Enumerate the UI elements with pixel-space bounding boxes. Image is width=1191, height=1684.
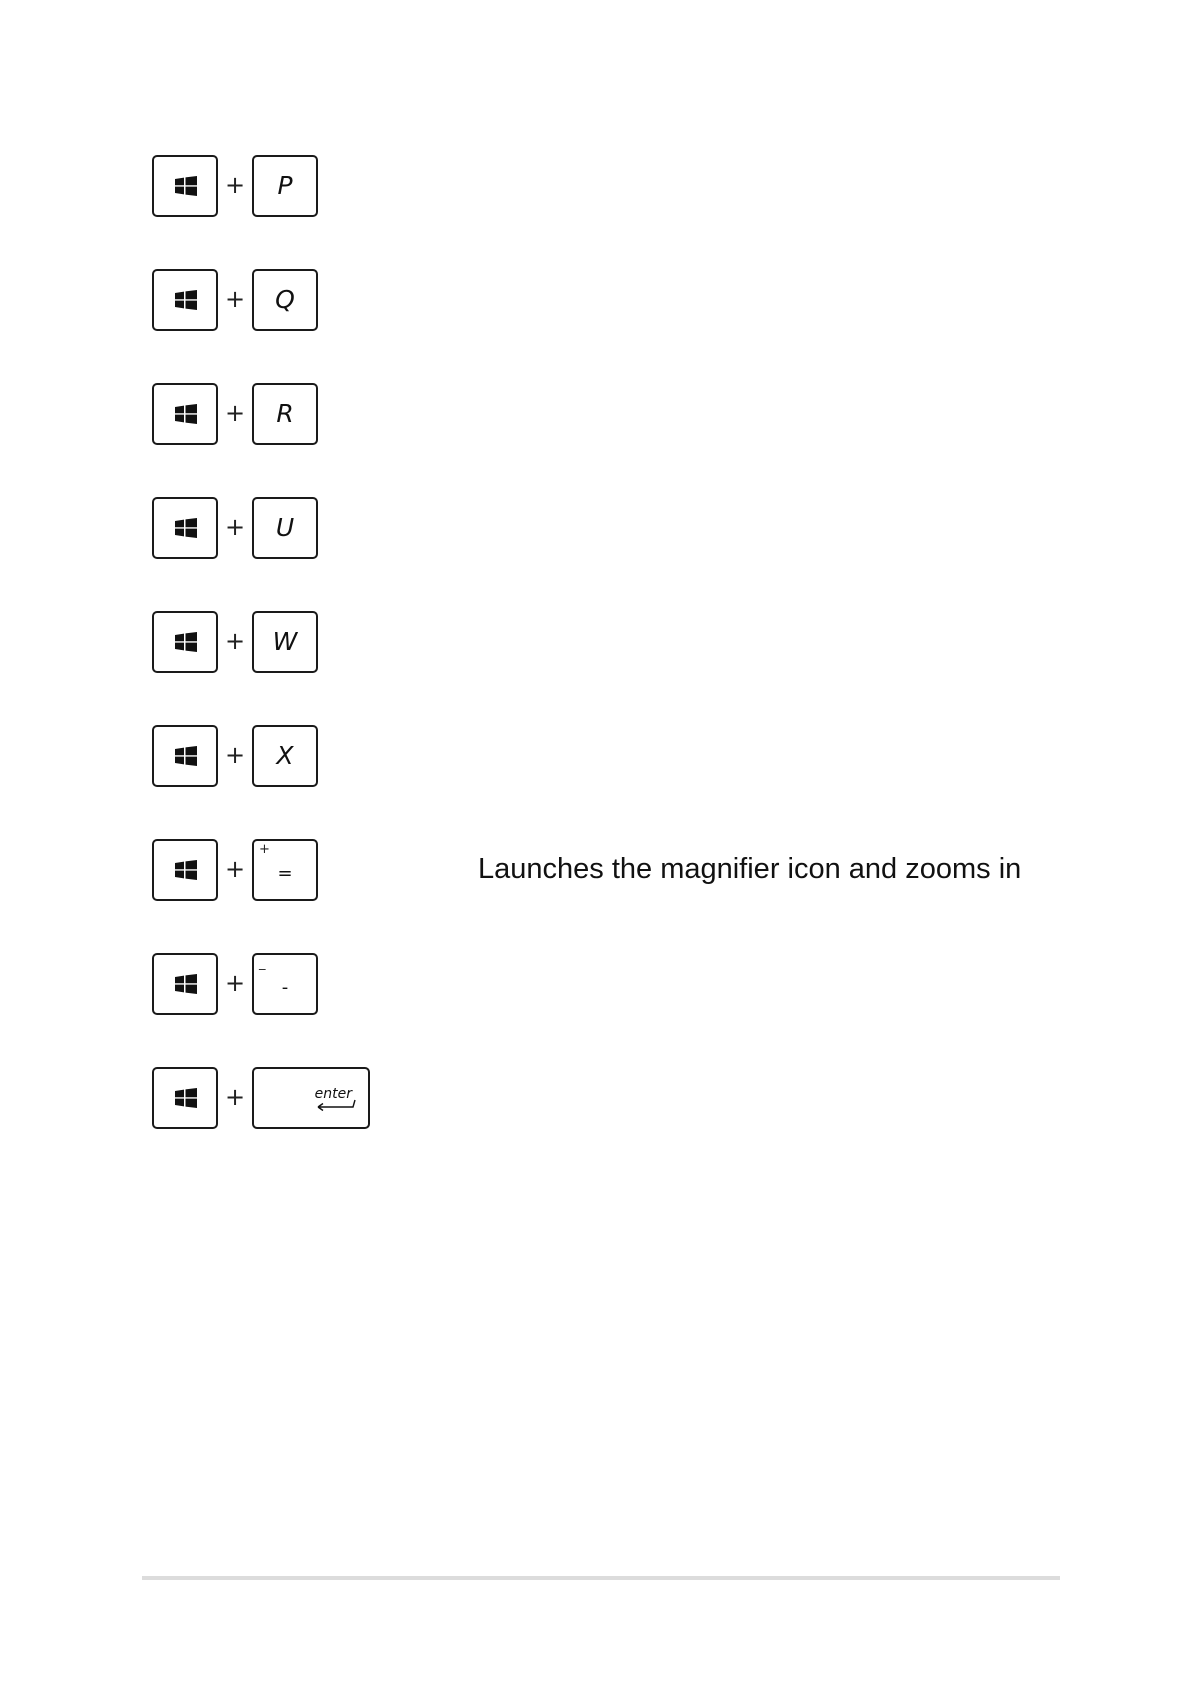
windows-key	[152, 953, 218, 1015]
shortcut-row	[0, 1067, 1191, 1129]
key-7	[252, 953, 318, 1015]
key-5	[252, 725, 318, 787]
windows-key	[152, 839, 218, 901]
key-4	[252, 611, 318, 673]
plus-sign: +	[224, 285, 246, 313]
key-label: P	[277, 171, 293, 200]
windows-logo-icon	[175, 632, 197, 652]
plus-sign: +	[224, 1083, 246, 1111]
key-shift-symbol: _	[259, 956, 266, 971]
shortcut-row	[0, 839, 1191, 901]
plus-sign: +	[224, 399, 246, 427]
key-6	[252, 839, 318, 901]
key-label: Q	[275, 285, 295, 314]
plus-sign: +	[224, 855, 246, 883]
key-3	[252, 497, 318, 559]
key-label: =	[277, 863, 293, 884]
key-2	[252, 383, 318, 445]
plus-sign: +	[224, 741, 246, 769]
windows-logo-icon	[175, 860, 197, 880]
windows-logo-icon	[175, 746, 197, 766]
windows-logo-icon	[175, 518, 197, 538]
key-shift-symbol: +	[259, 842, 270, 857]
key-label: X	[276, 741, 294, 770]
windows-logo-icon	[175, 404, 197, 424]
key-label: -	[281, 977, 289, 998]
key-0	[252, 155, 318, 217]
shortcut-row	[0, 383, 1191, 445]
windows-logo-icon	[175, 176, 197, 196]
enter-key-label: enter	[314, 1086, 352, 1102]
key-1	[252, 269, 318, 331]
windows-logo-icon	[175, 290, 197, 310]
plus-sign: +	[224, 171, 246, 199]
shortcut-row	[0, 725, 1191, 787]
plus-sign: +	[224, 627, 246, 655]
windows-key	[152, 497, 218, 559]
plus-sign: +	[224, 969, 246, 997]
return-arrow-icon	[312, 1099, 358, 1113]
key-label: W	[272, 627, 298, 656]
windows-key	[152, 1067, 218, 1129]
windows-key	[152, 725, 218, 787]
shortcut-row	[0, 269, 1191, 331]
windows-key	[152, 269, 218, 331]
enter-key	[252, 1067, 370, 1129]
windows-logo-icon	[175, 974, 197, 994]
windows-key	[152, 155, 218, 217]
shortcut-row	[0, 155, 1191, 217]
footer-divider	[142, 1576, 1060, 1580]
plus-sign: +	[224, 513, 246, 541]
shortcut-row	[0, 953, 1191, 1015]
key-label: R	[276, 399, 294, 428]
windows-key	[152, 611, 218, 673]
shortcut-description: Launches the magnifier icon and zooms in	[478, 853, 1022, 885]
shortcut-row	[0, 497, 1191, 559]
key-label: U	[275, 513, 295, 542]
shortcut-row	[0, 611, 1191, 673]
windows-key	[152, 383, 218, 445]
windows-logo-icon	[175, 1088, 197, 1108]
